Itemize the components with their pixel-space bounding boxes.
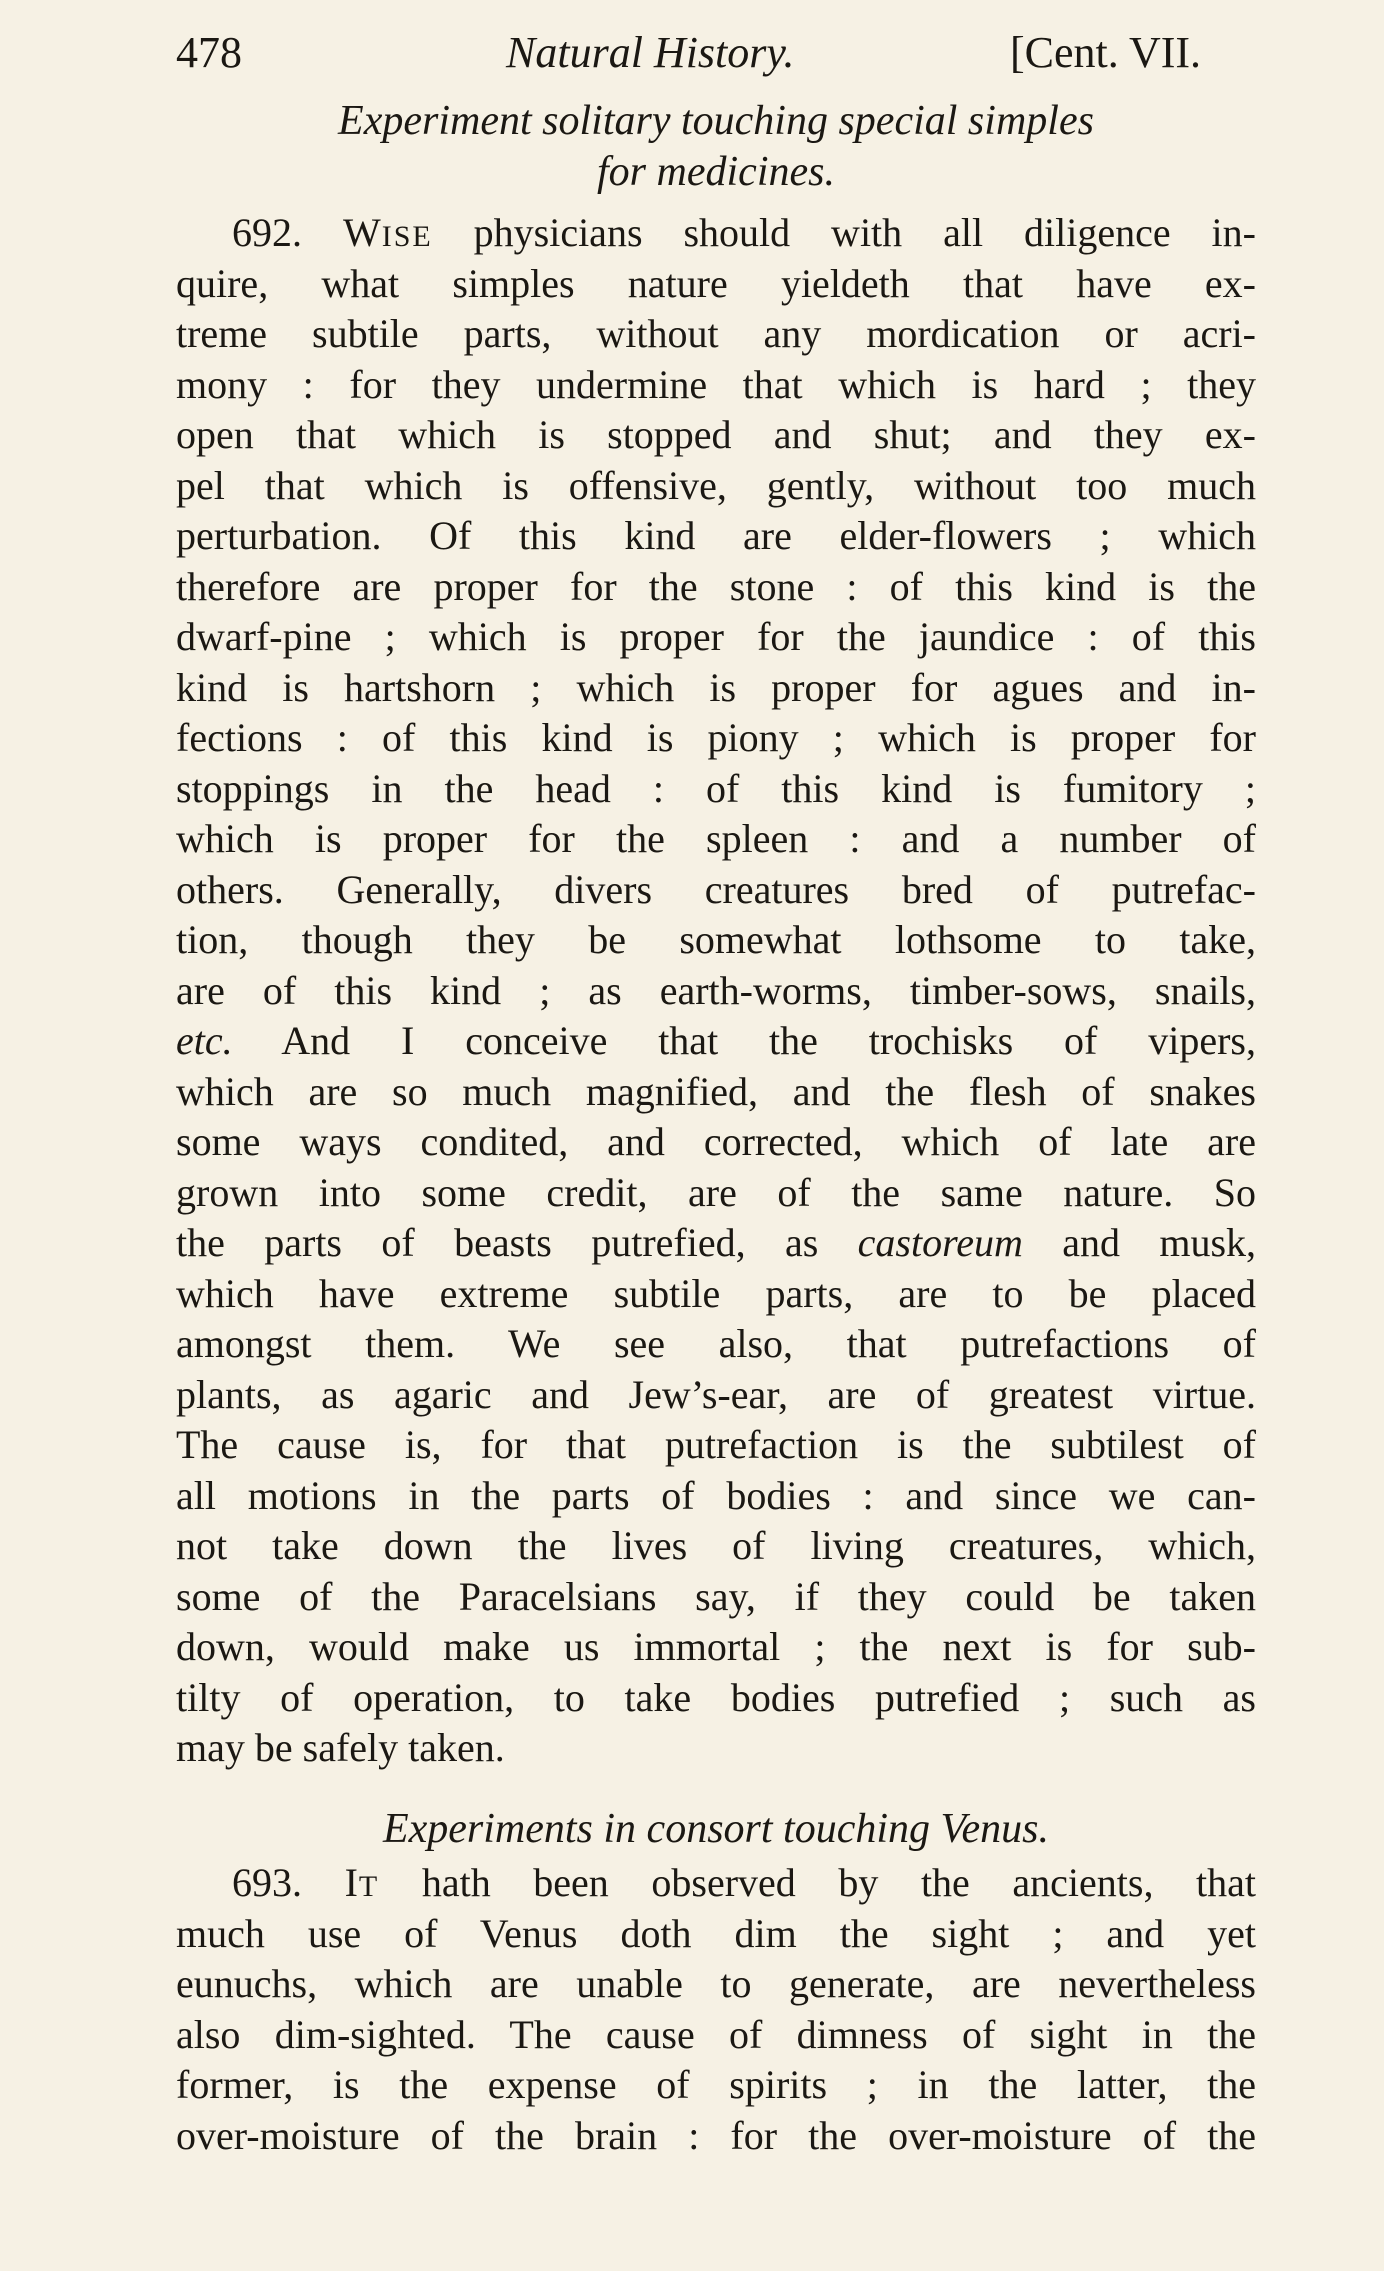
text-line: down, would make us immortal ; the next is for sub- [176,1624,1256,1669]
text-line: which is proper for the spleen : and a number of [176,816,1256,861]
section-heading-692-line-1: Experiment solitary touching special simples [338,98,1094,144]
text-line: over-moisture of the brain : for the over-moisture of the [176,2112,1256,2158]
text-line: some ways condited, and corrected, which of late are [176,1119,1256,1164]
text-line: some of the Paracelsians say, if they could be taken [176,1573,1256,1619]
text-line: tilty of operation, to take bodies putrefied ; such as [176,1674,1256,1720]
line-text: And I conceive that the trochisks of vipers, [281,1018,1256,1063]
text-line: stoppings in the head : of this kind is fumitory ; [176,765,1256,811]
italic-castoreum: castoreum [857,1220,1023,1265]
text-line: tion, though they be somewhat lothsome to take, [176,917,1256,962]
text-line: fections : of this kind is piony ; which is proper for [176,715,1256,760]
small-caps-word: ISE [381,220,433,253]
text-line: amongst them. We see also, that putrefactions of [176,1321,1256,1366]
section-heading-692-line-2: for medicines. [597,149,835,195]
text-line: dwarf-pine ; which is proper for the jaundice : of this [176,614,1256,659]
text-line: perturbation. Of this kind are elder-flowers ; which [176,513,1256,558]
text-line: plants, as agaric and Jew’s-ear, are of greatest virtue. [176,1371,1256,1417]
text-line: much use of Venus doth dim the sight ; and yet [176,1910,1256,1956]
paragraph-number: 693. [232,1860,302,1905]
paragraph-693 [176,1858,1256,2161]
text-line: others. Generally, divers creatures bred of putrefac- [176,866,1256,912]
text-line: pel that which is offensive, gently, without too much [176,462,1256,508]
paragraph-number: 692. [232,210,302,255]
text-line: quire, what simples nature yieldeth that have ex- [176,260,1256,306]
text-line [176,1016,1256,1067]
drop-initial: W [342,210,382,255]
section-heading-693: Experiments in consort touching Venus. [382,1806,1050,1852]
text-line: The cause is, for that putrefaction is the subtilest of [176,1422,1256,1467]
text-line: also dim-sighted. The cause of dimness of sight in the [176,2011,1256,2057]
line-text: and musk, [1062,1220,1257,1265]
line-text: hath been observed by the ancients, that [379,1860,1257,1905]
text-line: all motions in the parts of bodies : and since we can- [176,1472,1256,1518]
text-line: mony : for they undermine that which is hard ; they [176,361,1256,407]
text-line: which have extreme subtile parts, are to be placed [176,1270,1256,1316]
line-text: the parts of beasts putrefied, as [176,1220,819,1265]
drop-initial: I [344,1860,359,1905]
text-line: kind is hartshorn ; which is proper for agues and in- [176,664,1256,710]
text-line: treme subtile parts, without any mordication or acri- [176,311,1256,356]
small-caps-word: T [358,1870,380,1903]
text-line: former, is the expense of spirits ; in the latter, the [176,2062,1256,2107]
section-heading-692 [176,96,1256,198]
text-line: eunuchs, which are unable to generate, are nevertheless [176,1961,1256,2006]
line-text: physicians should with all diligence in- [432,210,1256,255]
page-header [176,20,1256,86]
page-number: 478 [176,28,242,77]
text-line: therefore are proper for the stone : of this kind is the [176,563,1256,609]
text-line: not take down the lives of living creatures, which, [176,1523,1256,1568]
text-line [176,1218,1256,1269]
text-line: may be safely taken. [176,1725,505,1770]
text-line: which are so much magnified, and the flesh of snakes [176,1068,1256,1114]
text-line: grown into some credit, are of the same nature. So [176,1169,1256,1215]
running-title: Natural History. [506,28,795,77]
italic-etc: etc. [176,1018,233,1063]
paragraph-692 [176,208,1256,1774]
text-line [176,208,1256,259]
text-line: are of this kind ; as earth-worms, timber-sows, snails, [176,967,1256,1013]
section-label: [Cent. VII. [1010,28,1202,77]
text-line [176,1858,1256,1909]
text-line: open that which is stopped and shut; and they ex- [176,412,1256,457]
